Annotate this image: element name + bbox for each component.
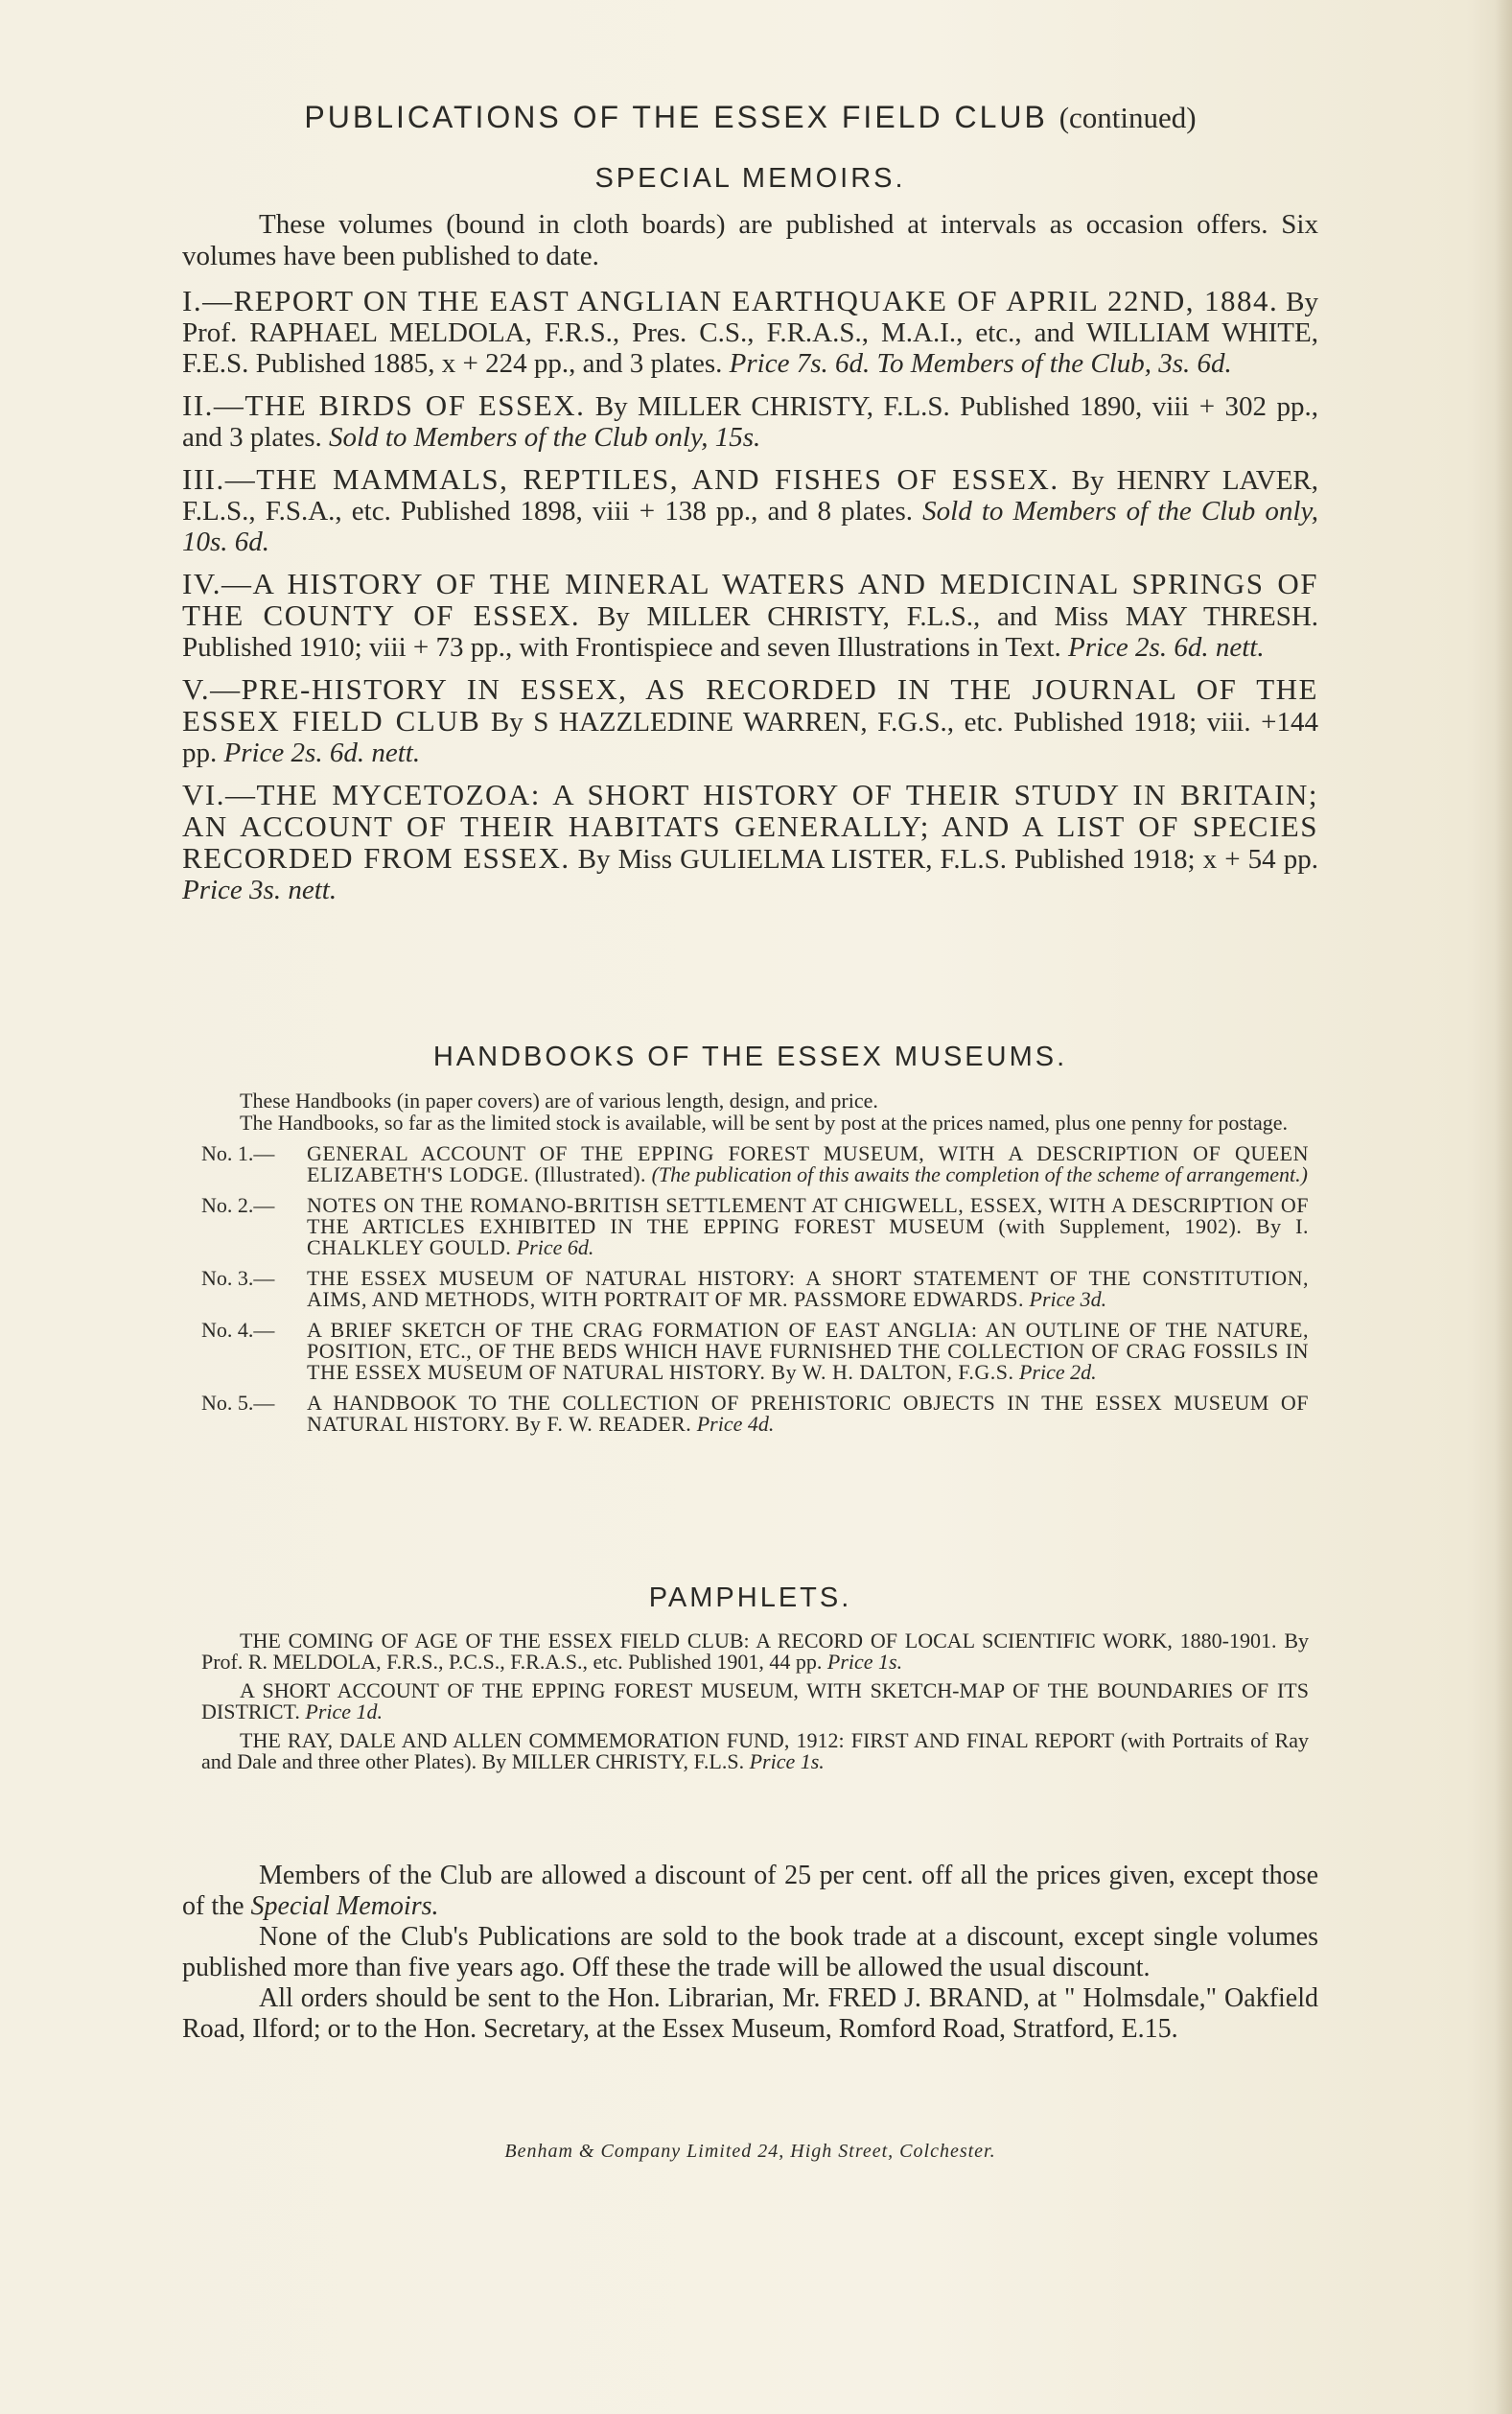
handbook-title: GENERAL ACCOUNT OF THE EPPING FOREST MUSEUM, WITH A DESCRIPTION OF QUEEN ELIZABETH'S LODGE. (Illustrated). xyxy=(307,1141,1309,1186)
list-item xyxy=(201,1320,1309,1383)
memoir-details: By HENRY LAVER, F.L.S., F.S.A., etc. Published 1898, viii + 138 pp., and 8 plates. xyxy=(182,465,1318,527)
handbooks-intro-line: The Handbooks, so far as the limited stock is available, will be sent by post at the prices named, plus one penny for postage. xyxy=(240,1111,1289,1135)
page-title xyxy=(182,100,1318,135)
notes-section xyxy=(182,1861,1318,2045)
handbooks-intro-line: These Handbooks (in paper covers) are of various length, design, and price. xyxy=(240,1089,878,1113)
list-item xyxy=(201,1393,1309,1435)
trade-note: None of the Club's Publications are sold to the book trade at a discount, except single volumes published more than five years ago. Off these the trade will be allowed the usual discount. xyxy=(182,1922,1318,1982)
orders-note: All orders should be sent to the Hon. Librarian, Mr. FRED J. BRAND, at " Holmsdale," Oakfield Road, Ilford; or to the Hon. Secretary, at the Essex Museum, Romford Road, Stratford, E.15. xyxy=(182,1983,1318,2044)
pamphlet-price: Price 1d. xyxy=(305,1699,384,1723)
memoir-price: Sold to Members of the Club only, 10s. 6d. xyxy=(182,496,1318,557)
list-item xyxy=(201,1143,1309,1185)
memoir-price: Price 7s. 6d. To Members of the Club, 3s. 6d. xyxy=(729,348,1232,379)
pamphlet-text: THE RAY, DALE AND ALLEN COMMEMORATION FUND, 1912: FIRST AND FINAL REPORT (with Portraits of Ray and Dale and three other Plates). By MILLER CHRISTY, F.L.S. xyxy=(201,1728,1309,1773)
memoirs-section xyxy=(182,209,1318,905)
handbook-number: No. 3.— xyxy=(201,1266,275,1290)
handbook-title: NOTES ON THE ROMANO-BRITISH SETTLEMENT AT CHIGWELL, ESSEX, WITH A DESCRIPTION OF THE ARTICLES EXHIBITED IN THE EPPING FOREST MUSEUM (with Supplement, 1902). By I. CHALKLEY GOULD. xyxy=(307,1193,1309,1259)
handbook-note: Price 4d. xyxy=(696,1412,775,1436)
list-item xyxy=(201,1680,1309,1723)
pamphlet-text: THE COMING OF AGE OF THE ESSEX FIELD CLUB: A RECORD OF LOCAL SCIENTIFIC WORK, 1880-1901. By Prof. R. MELDOLA, F.R.S., P.C.S., F.R.A.S., etc. Published 1901, 44 pp. xyxy=(201,1629,1309,1674)
memoir-details: By MILLER CHRISTY, F.L.S. Published 1890, viii + 302 pp., and 3 plates. xyxy=(182,391,1318,453)
pamphlets-section xyxy=(201,1630,1309,1780)
pamphlets-list xyxy=(201,1630,1309,1772)
handbook-title: A BRIEF SKETCH OF THE CRAG FORMATION OF EAST ANGLIA: AN OUTLINE OF THE NATURE, POSITION, ETC., OF THE BEDS WHICH HAVE FURNISHED THE COLLECTION OF CRAG FOSSILS IN THE ESSEX MUSEUM OF NATURAL HISTORY. By W. H. DALTON, F.G.S. xyxy=(307,1318,1309,1384)
handbook-number: No. 1.— xyxy=(201,1141,275,1165)
handbook-note: Price 2d. xyxy=(1018,1360,1097,1384)
pamphlets-heading: PAMPHLETS. xyxy=(648,1582,852,1613)
memoir-price: Price 2s. 6d. nett. xyxy=(223,738,421,768)
pamphlet-text: A SHORT ACCOUNT OF THE EPPING FOREST MUSEUM, WITH SKETCH-MAP OF THE BOUNDARIES OF ITS DISTRICT. xyxy=(201,1678,1309,1723)
memoir-item xyxy=(182,464,1318,557)
handbooks-intro xyxy=(201,1090,1309,1134)
handbook-number: No. 2.— xyxy=(201,1193,275,1217)
pamphlet-price: Price 1s. xyxy=(749,1749,825,1773)
memoir-title: VI.—THE MYCETOZOA: A SHORT HISTORY OF THEIR STUDY IN BRITAIN; AN ACCOUNT OF THEIR HABITATS GENERALLY; AND A LIST OF SPECIES RECORDED FROM ESSEX. xyxy=(182,778,1318,875)
memoirs-intro: These volumes (bound in cloth boards) are published at intervals as occasion offers. Six volumes have been published to date. xyxy=(182,209,1318,271)
memoir-price: Price 2s. 6d. nett. xyxy=(1068,632,1265,663)
list-item xyxy=(201,1630,1309,1673)
memoir-title: III.—THE MAMMALS, REPTILES, AND FISHES OF ESSEX. xyxy=(182,462,1059,496)
handbook-number: No. 5.— xyxy=(201,1391,275,1415)
handbooks-heading: HANDBOOKS OF THE ESSEX MUSEUMS. xyxy=(432,1042,1068,1072)
memoirs-heading: SPECIAL MEMOIRS. xyxy=(594,163,906,194)
title-continued: (continued) xyxy=(1058,101,1197,134)
handbooks-list xyxy=(201,1143,1309,1435)
memoir-title: IV.—A HISTORY OF THE MINERAL WATERS AND MEDICINAL SPRINGS OF THE COUNTY OF ESSEX. xyxy=(182,567,1318,632)
discount-emphasis: Special Memoirs. xyxy=(250,1891,439,1921)
handbook-title: THE ESSEX MUSEUM OF NATURAL HISTORY: A SHORT STATEMENT OF THE CONSTITUTION, AIMS, AND METHODS, WITH PORTRAIT OF MR. PASSMORE EDWARDS. xyxy=(307,1266,1309,1311)
memoir-item xyxy=(182,390,1318,453)
memoir-item xyxy=(182,286,1318,379)
memoir-price: Price 3s. nett. xyxy=(182,875,337,905)
title-text: PUBLICATIONS OF THE ESSEX FIELD CLUB xyxy=(304,100,1048,134)
handbook-title: A HANDBOOK TO THE COLLECTION OF PREHISTORIC OBJECTS IN THE ESSEX MUSEUM OF NATURAL HISTORY. By F. W. READER. xyxy=(307,1391,1309,1436)
discount-note xyxy=(182,1861,1318,1922)
handbook-note: Price 6d. xyxy=(516,1235,594,1259)
list-item xyxy=(201,1730,1309,1772)
page-edge xyxy=(1495,0,1512,2414)
handbooks-section xyxy=(201,1090,1309,1444)
handbook-note: (The publication of this awaits the completion of the scheme of arrangement.) xyxy=(651,1162,1308,1186)
notes xyxy=(182,1861,1318,2045)
memoir-details: By MILLER CHRISTY, F.L.S., and Miss MAY THRESH. Published 1910; viii + 73 pp., with Frontispiece and seven Illustrations in Text. xyxy=(182,601,1319,663)
list-item xyxy=(201,1268,1309,1310)
memoir-title: V.—PRE-HISTORY IN ESSEX, AS RECORDED IN THE JOURNAL OF THE ESSEX FIELD CLUB xyxy=(182,672,1318,738)
memoir-item xyxy=(182,569,1318,663)
memoir-item xyxy=(182,780,1318,905)
memoir-details: By Miss GULIELMA LISTER, F.L.S. Published 1918; x + 54 pp. xyxy=(577,844,1318,875)
memoir-title: I.—REPORT ON THE EAST ANGLIAN EARTHQUAKE OF APRIL 22ND, 1884. xyxy=(182,284,1279,317)
memoir-details: By S HAZZLEDINE WARREN, F.G.S., etc. Published 1918; viii. +144 pp. xyxy=(182,707,1319,768)
handbook-number: No. 4.— xyxy=(201,1318,275,1342)
discount-text: Members of the Club are allowed a discount of 25 per cent. off all the prices given, except those of the xyxy=(182,1861,1318,1921)
pamphlet-price: Price 1s. xyxy=(826,1650,903,1674)
memoir-item xyxy=(182,674,1318,768)
memoir-details: By Prof. RAPHAEL MELDOLA, F.R.S., Pres. C.S., F.R.A.S., M.A.I., etc., and WILLIAM WHITE, F.E.S. Published 1885, x + 224 pp., and 3 plates. xyxy=(182,287,1318,379)
list-item xyxy=(201,1195,1309,1258)
printer-imprint: Benham & Company Limited 24, High Street, Colchester. xyxy=(504,2141,996,2162)
memoir-price: Sold to Members of the Club only, 15s. xyxy=(329,422,761,453)
memoir-title: II.—THE BIRDS OF ESSEX. xyxy=(182,388,586,422)
handbook-note: Price 3d. xyxy=(1029,1287,1107,1311)
